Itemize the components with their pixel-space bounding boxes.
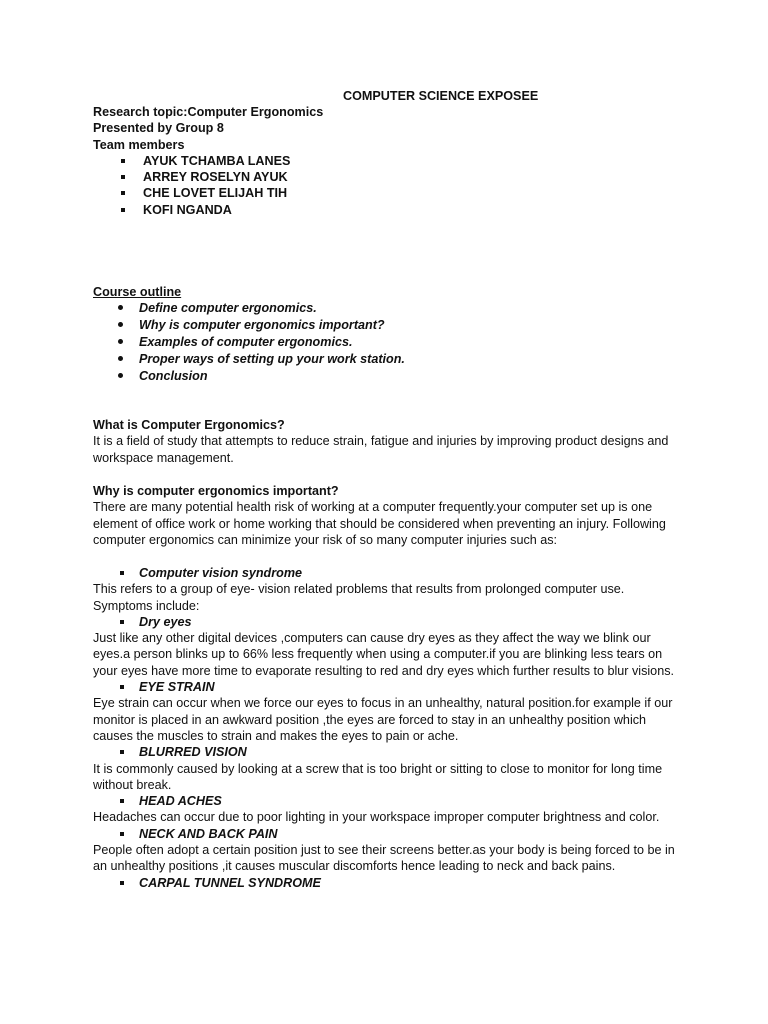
dry-eyes-body: Just like any other digital devices ,computers can cause dry eyes as they affect the way we blink our eyes.a person blinks up to 66% less frequently when using a computer.if you are blinking less tears on your eyes have more time to evaporate resulting to red and dry eyes which further results to blur visions. — [93, 631, 674, 678]
why-body: There are many potential health risk of working at a computer frequently.your computer set up is one element of office work or home working that should be considered when preventing an injury. Following computer ergonomics can minimize your risk of so many computer injuries such as: — [93, 500, 666, 547]
what-body: It is a field of study that attempts to reduce strain, fatigue and injuries by improving product designs and workspace management. — [93, 434, 669, 465]
team-list — [93, 153, 683, 218]
blurred-vision-body: It is commonly caused by looking at a screw that is too bright or sitting to close to monitor for long time without break. — [93, 761, 663, 792]
outline-item: Why is computer ergonomics important? — [93, 317, 683, 334]
team-member: AYUK TCHAMBA LANES — [93, 153, 683, 169]
symptoms-section — [93, 565, 683, 891]
outline-block — [93, 284, 683, 385]
team-member: ARREY ROSELYN AYUK — [93, 169, 683, 185]
neck-back-heading: NECK AND BACK PAIN — [93, 826, 683, 842]
team-member: KOFI NGANDA — [93, 202, 683, 218]
cvs-body: This refers to a group of eye- vision related problems that results from prolonged computer use. Symptoms include: — [93, 582, 625, 613]
cvs-heading: Computer vision syndrome — [93, 565, 683, 581]
header-block — [93, 104, 683, 218]
what-heading: What is Computer Ergonomics? — [93, 418, 285, 432]
outline-item: Define computer ergonomics. — [93, 300, 683, 317]
outline-item: Proper ways of setting up your work station. — [93, 351, 683, 368]
neck-back-body: People often adopt a certain position just to see their screens better.as your body is being forced to be in an unhealthy positions ,it causes muscular discomforts hence leading to neck and back pains. — [93, 843, 675, 874]
doc-title: COMPUTER SCIENCE EXPOSEE — [343, 89, 539, 103]
dry-eyes-heading: Dry eyes — [93, 614, 683, 630]
headaches-body: Headaches can occur due to poor lighting in your workspace improper computer brightness and color. — [93, 810, 660, 825]
research-topic: Research topic:Computer Ergonomics — [93, 105, 324, 119]
team-label: Team members — [93, 137, 185, 152]
outline-item: Examples of computer ergonomics. — [93, 334, 683, 351]
why-section — [93, 483, 683, 548]
presented-by: Presented by Group 8 — [93, 121, 224, 136]
outline-list — [93, 300, 683, 385]
headaches-heading: HEAD ACHES — [93, 793, 683, 809]
why-heading: Why is computer ergonomics important? — [93, 484, 339, 498]
eye-strain-body: Eye strain can occur when we force our eyes to focus in an unhealthy, natural position.for example if our monitor is placed in an awkward position ,the eyes are forced to stay in an unhealthy position which causes the muscles to strain and makes the eyes to pain or ache. — [93, 696, 673, 743]
team-member: CHE LOVET ELIJAH TIH — [93, 185, 683, 201]
what-section — [93, 417, 683, 466]
outline-item: Conclusion — [93, 368, 683, 385]
outline-heading: Course outline — [93, 285, 182, 299]
carpal-tunnel-heading: CARPAL TUNNEL SYNDROME — [93, 875, 683, 891]
eye-strain-heading: EYE STRAIN — [93, 679, 683, 695]
blurred-vision-heading: BLURRED VISION — [93, 744, 683, 760]
